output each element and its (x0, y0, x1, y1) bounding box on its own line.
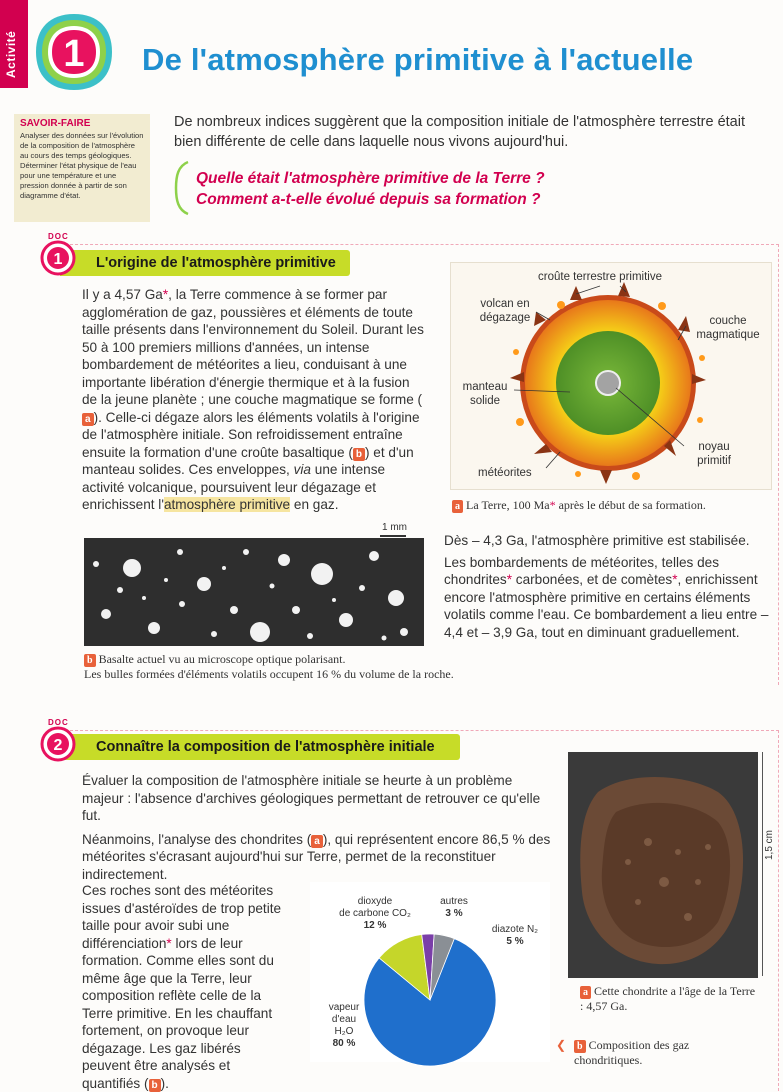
scale-bar (380, 535, 406, 537)
label-mantle: manteau solide (462, 381, 508, 407)
label-crust: croûte terrestre primitive (538, 271, 662, 283)
label-meteorites: météorites (478, 467, 532, 479)
doc1-caption-b: b Basalte actuel vu au microscope optique polarisant. Les bulles formées d'éléments volatils occupent 16 % du volume de la roche. (84, 652, 454, 681)
pie-label-co2: dioxyde de carbone CO₂ 12 % (339, 896, 411, 931)
savoir-faire-title: SAVOIR-FAIRE (20, 118, 91, 129)
basalt-micrograph (84, 538, 424, 646)
doc2-intro-text: Évaluer la composition de l'atmosphère initiale se heurte à un problème majeur : l'absence d'archives géologiques permettant de retrouver ce qu'elle fut. Néanmoins, l'analyse des chondrites ( a ), qui représentent encore 86,5 % des météorites s'écrasant aujourd'hui sur Terre, permet de la reconstituer indirectement. (82, 773, 551, 882)
chondrite-scale-label: 1,5 cm (764, 829, 775, 860)
page-title: De l'atmosphère primitive à l'actuelle (142, 42, 694, 77)
scale-1mm: 1 mm (382, 522, 407, 533)
question-line-2: Comment a-t-elle évolué depuis sa formation ? (196, 191, 541, 208)
activite-label: Activité (4, 30, 18, 78)
question-line-1: Quelle était l'atmosphère primitive de la Terre ? (196, 170, 545, 187)
doc1-title: L'origine de l'atmosphère primitive (60, 250, 350, 276)
label-magma: couche magmatique (696, 315, 760, 341)
doc2-caption-b: b Composition des gaz chondritiques. (574, 1038, 690, 1067)
chondrite-scale-bar (762, 752, 763, 976)
activity-number-badge (32, 10, 116, 94)
savoir-faire-text: Analyser des données sur l'évolution de la composition de l'atmosphère au cours des temps géologiques. Déterminer l'état physique de l'eau pour une température et une pression donnée à partir de son diagramme d'état. (20, 131, 144, 200)
doc1-tag: DOC (48, 232, 69, 241)
activite-tab (0, 0, 28, 88)
chondrite-photo (568, 752, 758, 978)
doc2-title: Connaître la composition de l'atmosphère initiale (60, 734, 460, 760)
activity-number: 1 (63, 33, 85, 75)
pie-label-autres: autres 3 % (440, 896, 468, 919)
doc2-caption-a: a Cette chondrite a l'âge de la Terre : 4,57 Ga. (580, 984, 756, 1013)
pie-label-h2o: vapeur d'eau H₂O 80 % (328, 1002, 360, 1049)
label-volcano: volcan en dégazage (479, 298, 531, 324)
svg-text:2: 2 (53, 737, 63, 754)
svg-text:1: 1 (53, 251, 63, 268)
intro-paragraph: De nombreux indices suggèrent que la composition initiale de l'atmosphère terrestre était bien différente de celle dans laquelle nous vivons aujourd'hui. (174, 114, 745, 150)
caption-arrow-icon: ❮ (556, 1038, 567, 1052)
doc2-chondrite-text: Ces roches sont des météorites issues d'astéroïdes de trop petite taille pour avoir subi une différenciation* lors de leur formation. Comme elles sont du même âge que la Terre, leur composition reflète celle de la Terre primitive. En les chauffant fortement, on provoque leur dégazage. Les gaz libérés peuvent être analysés et quantifiés ( b ). (82, 883, 282, 1091)
label-core: noyau primitif (697, 441, 731, 467)
gas-composition-pie-chart (360, 930, 500, 1070)
doc1-right-text: Dès – 4,3 Ga, l'atmosphère primitive est stabilisée. Les bombardements de météorites, telles des chondrites* carbonées, et de comètes*, enrichissent encore l'atmosphère primitive en certains éléments volatils comme l'eau. Ce bombardement a lieu entre – 4,4 et – 3,9 Ga, tout en diminuant graduellement. (444, 533, 769, 640)
doc2-number-badge (40, 726, 76, 762)
doc1-caption-a: a La Terre, 100 Ma* après le début de sa formation. (452, 498, 706, 513)
question-bracket-icon (172, 160, 190, 216)
doc1-number-badge (40, 240, 76, 276)
doc1-body-text: Il y a 4,57 Ga*, la Terre commence à se former par agglomération de gaz, poussières et éléments de toute taille présents dans l'environnement du Soleil. Durant les 50 à 100 premiers millions d'années, un intense bombardement de météorites a lieu, conduisant à une importante libération d'énergie thermique et à la fusion de la jeune planète ; une couche magmatique se forme (a ). Celle-ci dégaze alors les éléments volatils à l'origine de l'atmosphère initiale. Son refroidissement entraîne ensuite la formation d'une croûte basaltique ( b ) et d'un manteau solides. Ces enveloppes, via une intense activité volcanique, poursuivent leur dégazage et enrichissent l'atmosphère primitive en gaz. (82, 287, 424, 512)
problem-question (196, 168, 716, 210)
savoir-faire-box (14, 114, 150, 222)
pie-label-n2: diazote N₂ 5 % (491, 924, 539, 947)
doc2-tag: DOC (48, 718, 69, 727)
